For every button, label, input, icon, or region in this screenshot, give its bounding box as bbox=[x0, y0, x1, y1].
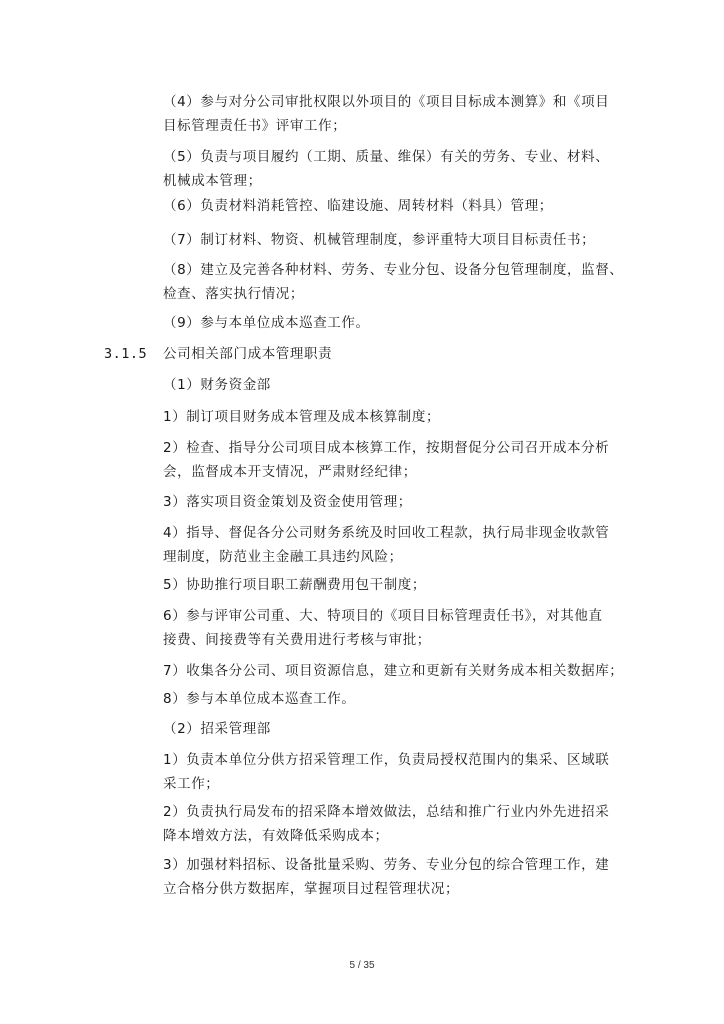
paragraph-procurement-2 bbox=[163, 800, 623, 848]
paragraph-item-5 bbox=[163, 145, 623, 193]
paragraph-finance-1 bbox=[163, 405, 623, 429]
text-line: 机械成本管理； bbox=[163, 173, 262, 189]
text-line: 8）参与本单位成本巡查工作。 bbox=[163, 691, 356, 707]
text-line: 接费、间接费等有关费用进行考核与审批； bbox=[163, 632, 431, 648]
subheading-procurement bbox=[163, 717, 623, 741]
paragraph-item-9 bbox=[163, 311, 623, 335]
text-line: 6）参与评审公司重、大、特项目的《项目目标管理责任书》，对其他直 bbox=[163, 608, 603, 624]
paragraph-finance-2 bbox=[163, 436, 623, 484]
text-line: （8）建立及完善各种材料、劳务、专业分包、设备分包管理制度，监督、 bbox=[163, 262, 624, 278]
text-line: 7）收集各分公司、项目资源信息，建立和更新有关财务成本相关数据库； bbox=[163, 663, 624, 679]
paragraph-item-8 bbox=[163, 258, 623, 306]
paragraph-finance-4 bbox=[163, 521, 623, 569]
section-title: 公司相关部门成本管理职责 bbox=[163, 346, 333, 362]
text-line: （4）参与对分公司审批权限以外项目的《项目目标成本测算》和《项目 bbox=[163, 94, 610, 110]
paragraph-finance-5 bbox=[163, 573, 623, 597]
text-line: 2）负责执行局发布的招采降本增效做法，总结和推广行业内外先进招采 bbox=[163, 804, 610, 820]
paragraph-item-6 bbox=[163, 194, 623, 218]
paragraph-finance-6 bbox=[163, 604, 623, 652]
paragraph-finance-8 bbox=[163, 687, 623, 711]
paragraph-procurement-1 bbox=[163, 748, 623, 796]
text-line: 2）检查、指导分公司项目成本核算工作，按期督促分公司召开成本分析 bbox=[163, 440, 610, 456]
paragraph-finance-3 bbox=[163, 490, 623, 514]
paragraph-item-7 bbox=[163, 228, 623, 252]
text-line: （5）负责与项目履约（工期、质量、维保）有关的劳务、专业、材料、 bbox=[163, 149, 610, 165]
text-line: 会，监督成本开支情况，严肃财经纪律； bbox=[163, 464, 417, 480]
text-line: 理制度，防范业主金融工具违约风险； bbox=[163, 549, 403, 565]
text-line: 3）加强材料招标、设备批量采购、劳务、专业分包的综合管理工作，建 bbox=[163, 857, 610, 873]
section-number: 3.1.5 bbox=[104, 346, 148, 362]
text-line: 立合格分供方数据库，掌握项目过程管理状况； bbox=[163, 881, 460, 897]
paragraph-procurement-3 bbox=[163, 853, 623, 901]
text-line: 目标管理责任书》评审工作； bbox=[163, 118, 347, 134]
text-line: 降本增效方法，有效降低采购成本； bbox=[163, 828, 389, 844]
text-line: （1）财务资金部 bbox=[163, 377, 271, 393]
text-line: 1）负责本单位分供方招采管理工作，负责局授权范围内的集采、区域联 bbox=[163, 752, 610, 768]
subheading-finance bbox=[163, 373, 623, 397]
text-line: （2）招采管理部 bbox=[163, 721, 271, 737]
text-line: 检查、落实执行情况； bbox=[163, 286, 304, 302]
paragraph-item-4 bbox=[163, 90, 623, 138]
page-number: 5 / 35 bbox=[349, 960, 375, 971]
paragraph-finance-7 bbox=[163, 659, 623, 683]
text-line: 3）落实项目资金策划及资金使用管理； bbox=[163, 494, 412, 510]
text-line: 4）指导、督促各分公司财务系统及时回收工程款，执行局非现金收款管 bbox=[163, 525, 610, 541]
text-line: （9）参与本单位成本巡查工作。 bbox=[163, 315, 370, 331]
text-line: （7）制订材料、物资、机械管理制度，参评重特大项目目标责任书； bbox=[163, 232, 596, 248]
text-line: 采工作； bbox=[163, 776, 220, 792]
text-line: 5）协助推行项目职工薪酬费用包干制度； bbox=[163, 577, 426, 593]
text-line: （6）负责材料消耗管控、临建设施、周转材料（料具）管理； bbox=[163, 198, 553, 214]
text-line: 1）制订项目财务成本管理及成本核算制度； bbox=[163, 409, 441, 425]
